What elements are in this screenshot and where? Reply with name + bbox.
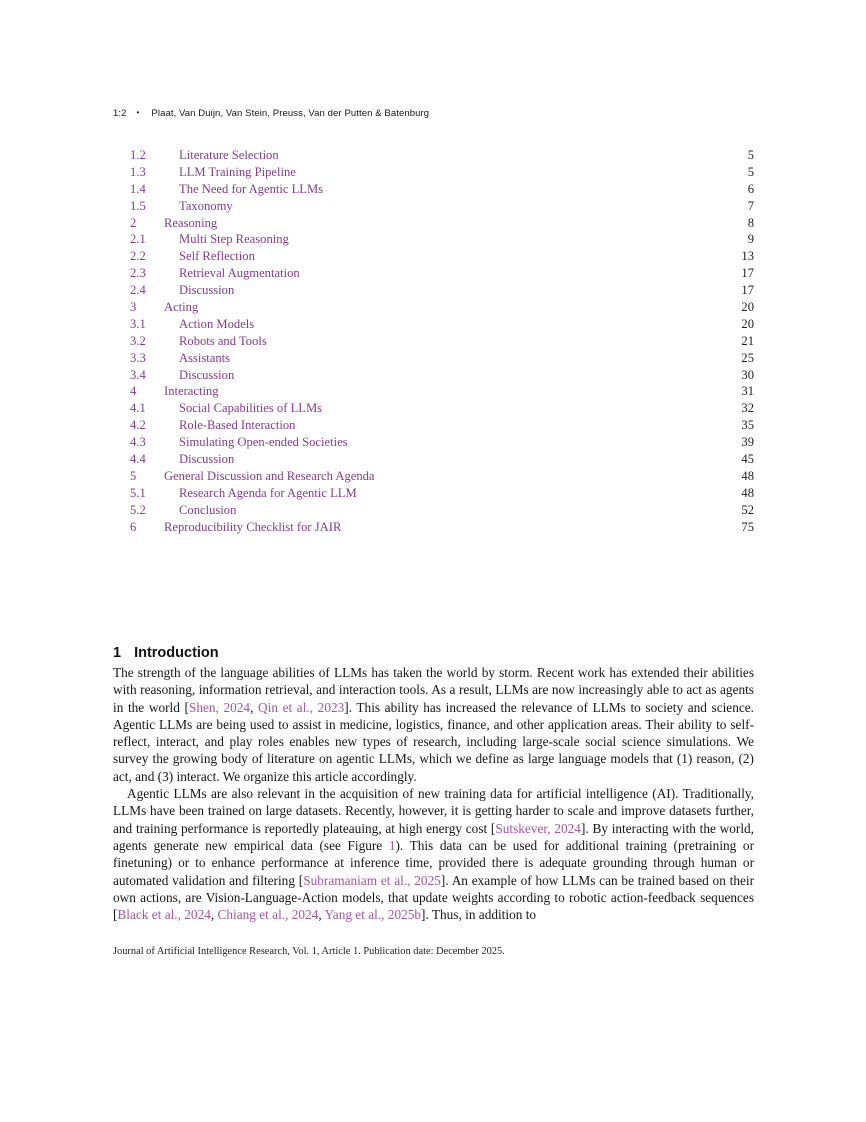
toc-entry-title: Assistants [179, 350, 231, 365]
toc-entry-page: 17 [741, 283, 754, 298]
toc-entry-5.2[interactable] [130, 502, 754, 519]
running-authors: Plaat, Van Duijn, Van Stein, Preuss, Van der Putten & Batenburg [151, 108, 430, 119]
toc-entry-number: 5.2 [130, 502, 146, 517]
toc-entry-page: 30 [741, 367, 754, 382]
toc-entry-3.4[interactable] [130, 367, 754, 384]
toc-entry-3[interactable] [130, 299, 754, 316]
toc-entry-page: 7 [747, 198, 754, 213]
toc-entry-number: 5 [130, 468, 137, 483]
toc-entry-4.1[interactable] [130, 400, 754, 417]
toc-entry-4.3[interactable] [130, 434, 754, 451]
toc-entry-page: 5 [747, 148, 754, 162]
toc-entry-number: 1.4 [130, 181, 146, 196]
toc-entry-page: 20 [741, 300, 754, 315]
toc-entry-title: Conclusion [179, 502, 237, 517]
page-number-label: 1:2 [113, 108, 127, 119]
toc-entry-title: Literature Selection [179, 148, 279, 162]
paragraph-1: The strength of the language abilities of LLMs has taken the world by storm. Recent work has extended their abilities with reasoning, information retrieval, and interaction tools. As a result, LLMs are now increasingly able to act as agents in the world [Shen, 2024, Qin et al., 2023]. This ability has increased the relevance of LLMs to society and science. Agentic LLMs are being used to assist in medicine, logistics, finance, and other application areas. Their ability to self-reflect, interact, and play roles enables new types of research, including large-scale social science simulations. We survey the growing body of literature on agentic LLMs, which we define as large language models that (1) reason, (2) act, and (3) interact. We organize this article accordingly. [113, 665, 754, 784]
citation-link[interactable]: 1 [388, 837, 396, 853]
toc-entry-2.1[interactable] [130, 231, 754, 248]
toc-entry-5.1[interactable] [130, 485, 754, 502]
toc-entry-number: 3.2 [130, 333, 146, 348]
toc-entry-title: Taxonomy [179, 198, 233, 213]
toc-entry-number: 4.3 [130, 435, 146, 450]
separator-dot: • [136, 108, 140, 117]
toc-entry-title: Discussion [179, 283, 235, 298]
toc-entry-title: Research Agenda for Agentic LLM [179, 485, 357, 500]
toc-entry-number: 2.1 [130, 232, 146, 247]
toc-entry-1.3[interactable] [130, 164, 754, 181]
citation-link[interactable]: Black et al., 2024 [117, 907, 211, 923]
toc-entry-title: The Need for Agentic LLMs [179, 181, 324, 196]
toc-entry-page: 32 [741, 401, 754, 416]
toc-entry-2[interactable] [130, 215, 754, 232]
citation-link[interactable]: Chiang et al., 2024 [217, 907, 319, 923]
toc-entry-2.3[interactable] [130, 265, 754, 282]
toc-entry-number: 4 [130, 384, 137, 399]
toc-entry-page: 6 [747, 181, 754, 196]
toc-entry-page: 35 [741, 418, 754, 433]
toc-entry-4[interactable] [130, 383, 754, 400]
toc-entry-page: 25 [741, 350, 754, 365]
toc-entry-1.2[interactable] [130, 147, 754, 164]
toc-entry-title: Reasoning [164, 215, 218, 230]
toc-entry-page: 31 [741, 384, 754, 399]
toc-entry-number: 1.3 [130, 164, 146, 179]
table-of-contents [130, 147, 754, 535]
toc-entry-title: General Discussion and Research Agenda [164, 468, 375, 483]
toc-entry-title: Role-Based Interaction [179, 418, 296, 433]
body-text [113, 664, 754, 923]
toc-entry-number: 2.4 [130, 283, 146, 298]
citation-link[interactable]: Qin et al., 2023 [258, 699, 345, 715]
toc-entry-page: 75 [741, 519, 754, 534]
toc-entry-title: Action Models [179, 316, 255, 331]
toc-entry-number: 2.3 [130, 266, 146, 281]
citation-link[interactable]: Subramaniam et al., 2025 [303, 872, 441, 888]
toc-entry-3.1[interactable] [130, 316, 754, 333]
toc-entry-5[interactable] [130, 468, 754, 485]
toc-entry-page: 21 [741, 333, 754, 348]
toc-entry-2.4[interactable] [130, 282, 754, 299]
toc-entry-title: Multi Step Reasoning [179, 232, 289, 247]
toc-entry-title: Discussion [179, 452, 235, 467]
toc-entry-2.2[interactable] [130, 248, 754, 265]
toc-entry-page: 45 [741, 452, 754, 467]
toc-entry-3.3[interactable] [130, 350, 754, 367]
toc-entry-page: 52 [741, 502, 754, 517]
toc-entry-6[interactable] [130, 519, 754, 536]
toc-entry-page: 9 [747, 232, 754, 247]
toc-entry-page: 5 [747, 164, 754, 179]
toc-entry-number: 1.2 [130, 148, 146, 162]
toc-entry-number: 3.4 [130, 367, 146, 382]
citation-link[interactable]: Shen, 2024 [188, 699, 251, 715]
toc-entry-page: 17 [741, 266, 754, 281]
toc-entry-number: 4.4 [130, 452, 146, 467]
toc-entry-number: 2 [130, 215, 137, 230]
toc-entry-number: 3.3 [130, 350, 146, 365]
toc-entry-4.4[interactable] [130, 451, 754, 468]
toc-entry-1.5[interactable] [130, 198, 754, 215]
toc-entry-title: Acting [164, 300, 199, 315]
toc-entry-number: 3.1 [130, 316, 146, 331]
toc-entry-page: 48 [741, 485, 754, 500]
toc-entry-number: 5.1 [130, 485, 146, 500]
toc-entry-1.4[interactable] [130, 181, 754, 198]
toc-entry-title: LLM Training Pipeline [179, 164, 296, 179]
toc-entry-number: 6 [130, 519, 137, 534]
section-number: 1 [113, 645, 122, 661]
toc-entry-title: Simulating Open-ended Societies [179, 435, 348, 450]
citation-link[interactable]: Yang et al., 2025b [324, 907, 422, 923]
toc-entry-title: Self Reflection [179, 249, 255, 264]
toc-entry-page: 20 [741, 316, 754, 331]
toc-entry-number: 1.5 [130, 198, 146, 213]
citation-link[interactable]: Sutskever, 2024 [495, 820, 581, 836]
toc-entry-title: Interacting [164, 384, 219, 399]
toc-entry-title: Social Capabilities of LLMs [179, 401, 323, 416]
toc-entry-page: 13 [741, 249, 754, 264]
toc-entry-page: 48 [741, 468, 754, 483]
toc-entry-3.2[interactable] [130, 333, 754, 350]
paragraph-2: Agentic LLMs are also relevant in the acquisition of new training data for artificial intelligence (AI). Traditionally, LLMs have been trained on large datasets. Recently, however, it is getting harder to scale and improve datasets further, and training performance is reportedly plateauing, at high energy cost [Sutskever, 2024]. By interacting with the world, agents generate new empirical data (see Figure 1). This data can be used for additional training (pretraining or finetuning) or to enhance performance at inference time, provided there is adequate grounding through human or automated validation and filtering [Subramaniam et al., 2025]. An example of how LLMs can be trained based on their own actions, are Vision-Language-Action models, that update weights according to robotic action-feedback sequences [Black et al., 2024, Chiang et al., 2024, Yang et al., 2025b]. Thus, in addition to [113, 786, 755, 923]
toc-entry-page: 39 [741, 435, 754, 450]
toc-entry-number: 2.2 [130, 249, 146, 264]
toc-entry-number: 4.1 [130, 401, 146, 416]
toc-entry-title: Reproducibility Checklist for JAIR [164, 519, 342, 534]
section-heading [113, 645, 219, 661]
toc-entry-4.2[interactable] [130, 417, 754, 434]
footer-text: Journal of Artificial Intelligence Research, Vol. 1, Article 1. Publication date: December 2025. [113, 946, 505, 957]
toc-entry-title: Robots and Tools [179, 333, 267, 348]
toc-entry-number: 4.2 [130, 418, 146, 433]
section-title: Introduction [134, 645, 219, 661]
toc-entry-title: Retrieval Augmentation [179, 266, 300, 281]
toc-entry-page: 8 [747, 215, 754, 230]
toc-entry-title: Discussion [179, 367, 235, 382]
running-header [113, 108, 754, 119]
toc-entry-number: 3 [130, 300, 137, 315]
